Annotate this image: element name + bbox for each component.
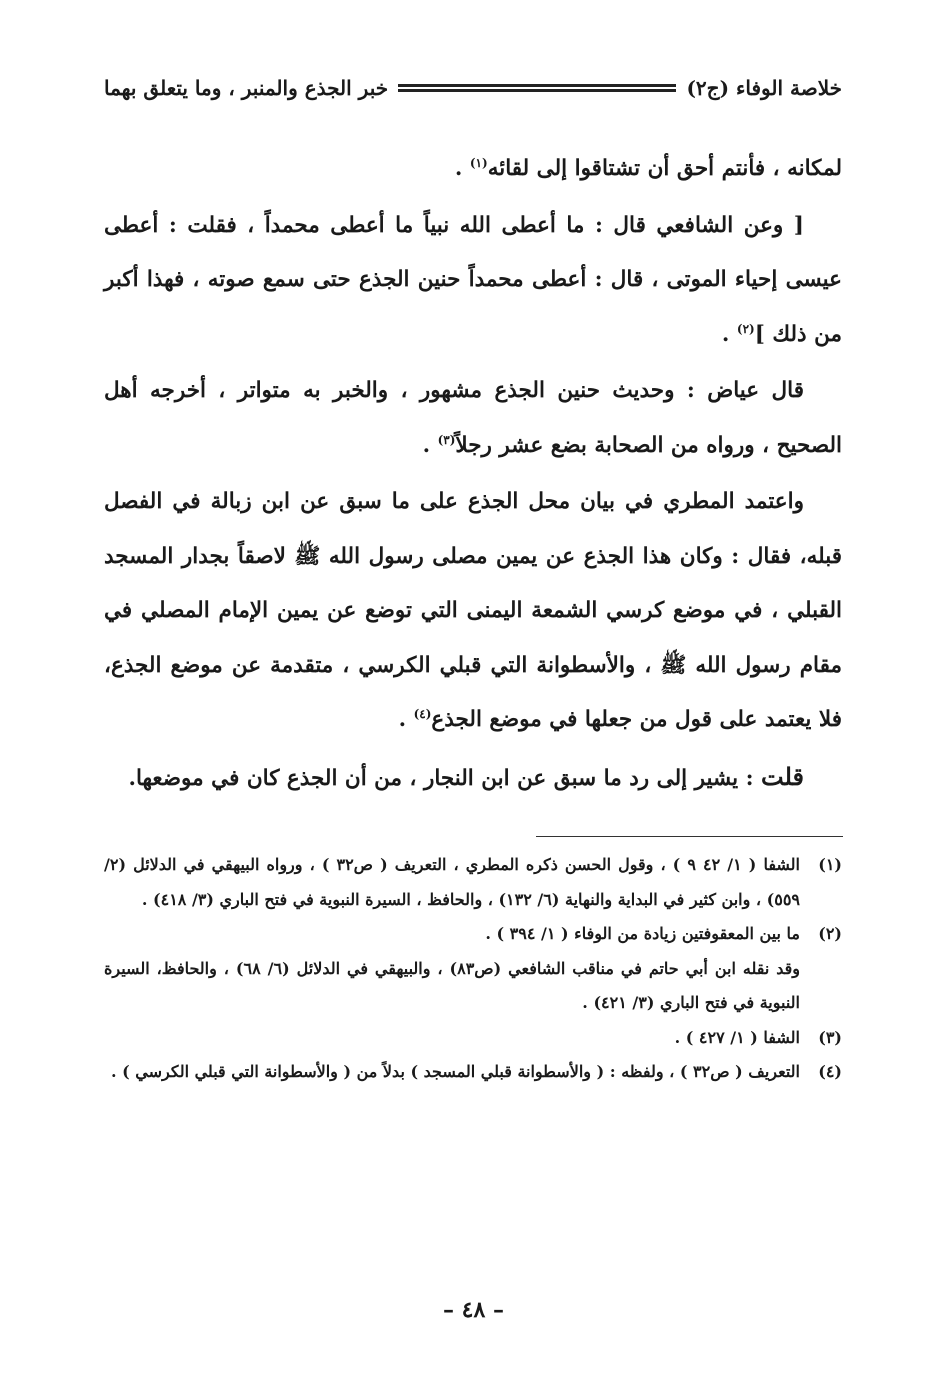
footnote-1-number: (١) <box>818 855 842 874</box>
paragraph-4: واعتمد المطري في بيان محل الجذع على ما سبق عن ابن زبالة في الفصل قبله، فقال : وكان هذا الجذع عن يمين مصلى رسول الله ﷺ لاصقاً بجدار المسجد القبلي ، في موضع كرسي الشمعة اليمنى التي توضع عن يمين الإمام المصلي في مقام رسول الله ﷺ ، والأسطوانة التي قبلي الكرسي ، متقدمة عن موضع الجذع، فلا يعتمد على قول من جعلها في موضع الجذع$^{(٤)}$ . <box>104 489 842 732</box>
paragraph-5-lead: قلت <box>761 761 804 791</box>
footnote-4-number: (٤) <box>818 1062 842 1081</box>
footnote-3-number: (٣) <box>818 1027 842 1047</box>
header-book-title: خلاصة الوفاء (ج٢) <box>686 76 842 100</box>
footnote-ref-3: (٣) <box>437 432 456 447</box>
footnote-2-number: (٢) <box>818 924 842 943</box>
footnote-separator <box>536 836 843 837</box>
footnote-4-text: التعريف ( ص٣٢ ) ، ولفظه : ( والأسطوانة قبلي المسجد ) بدلاً من ( والأسطوانة التي قبلي الكرسي ) . <box>111 1062 800 1081</box>
paragraph-1: لمكانه ، فأنتم أحق أن تشتاقوا إلى لقائه$^{(١)}$ . <box>454 155 842 181</box>
footnote-1-text: الشفا ( ١/ ٤٢ ٩ ) ، وقول الحسن ذكره المطري ، التعريف ( ص٣٢ ) ، ورواه البيهقي في الدلائل (٢/ ٥٥٩) ، وابن كثير في البداية والنهاية (٦/ ١٣٢) ، والحافظ ، السيرة النبوية في فتح الباري (٣/ ٤١٨) . <box>104 855 801 909</box>
header-double-rule <box>398 83 676 93</box>
footnote-2-text: ما بين المعقوفتين زيادة من الوفاء ( ١/ ٣٩٤ ) . <box>485 924 800 943</box>
footnote-1 <box>104 848 842 917</box>
page-number: – ٤٨ – <box>443 1297 504 1323</box>
footnote-2 <box>104 917 842 952</box>
paragraph-5: قلت : يشير إلى رد ما سبق عن ابن النجار ، من أن الجذع كان في موضعها. <box>128 761 804 791</box>
header-chapter-title: خبر الجذع والمنبر ، وما يتعلق بهما <box>104 76 389 100</box>
footnote-2b-text: وقد نقله ابن أبي حاتم في مناقب الشافعي (ص٨٣) ، والبيهقي في الدلائل (٦/ ٦٨) ، والحافظ، السيرة النبوية في فتح الباري (٣/ ٤٢١) . <box>104 958 801 1012</box>
footnote-3-text: الشفا ( ١/ ٤٢٧ ) . <box>674 1027 800 1047</box>
running-header <box>104 70 842 106</box>
footnotes <box>104 848 842 1090</box>
footnote-2-continuation <box>104 952 842 1021</box>
paragraph-3: قال عياض : وحديث حنين الجذع مشهور ، والخبر به متواتر ، أخرجه أهل الصحيح ، ورواه من الصحابة بضع عشر رجلاً$^{(٣)}$ . <box>104 378 842 458</box>
footnote-4 <box>104 1055 842 1090</box>
footnote-ref-2: (٢) <box>736 321 755 336</box>
footnote-ref-4: (٤) <box>413 706 432 721</box>
footnote-ref-1: (١) <box>469 155 488 170</box>
footnote-3 <box>104 1021 842 1056</box>
main-text <box>104 142 842 808</box>
paragraph-2: [ وعن الشافعي قال : ما أعطى الله نبياً ما أعطى محمداً ، فقلت : أعطى عيسى إحياء الموتى ، قال : أعطى محمداً حنين الجذع حتى سمع صوته ، فهذا أكبر من ذلك ]$^{(٢)}$ . <box>104 212 842 347</box>
